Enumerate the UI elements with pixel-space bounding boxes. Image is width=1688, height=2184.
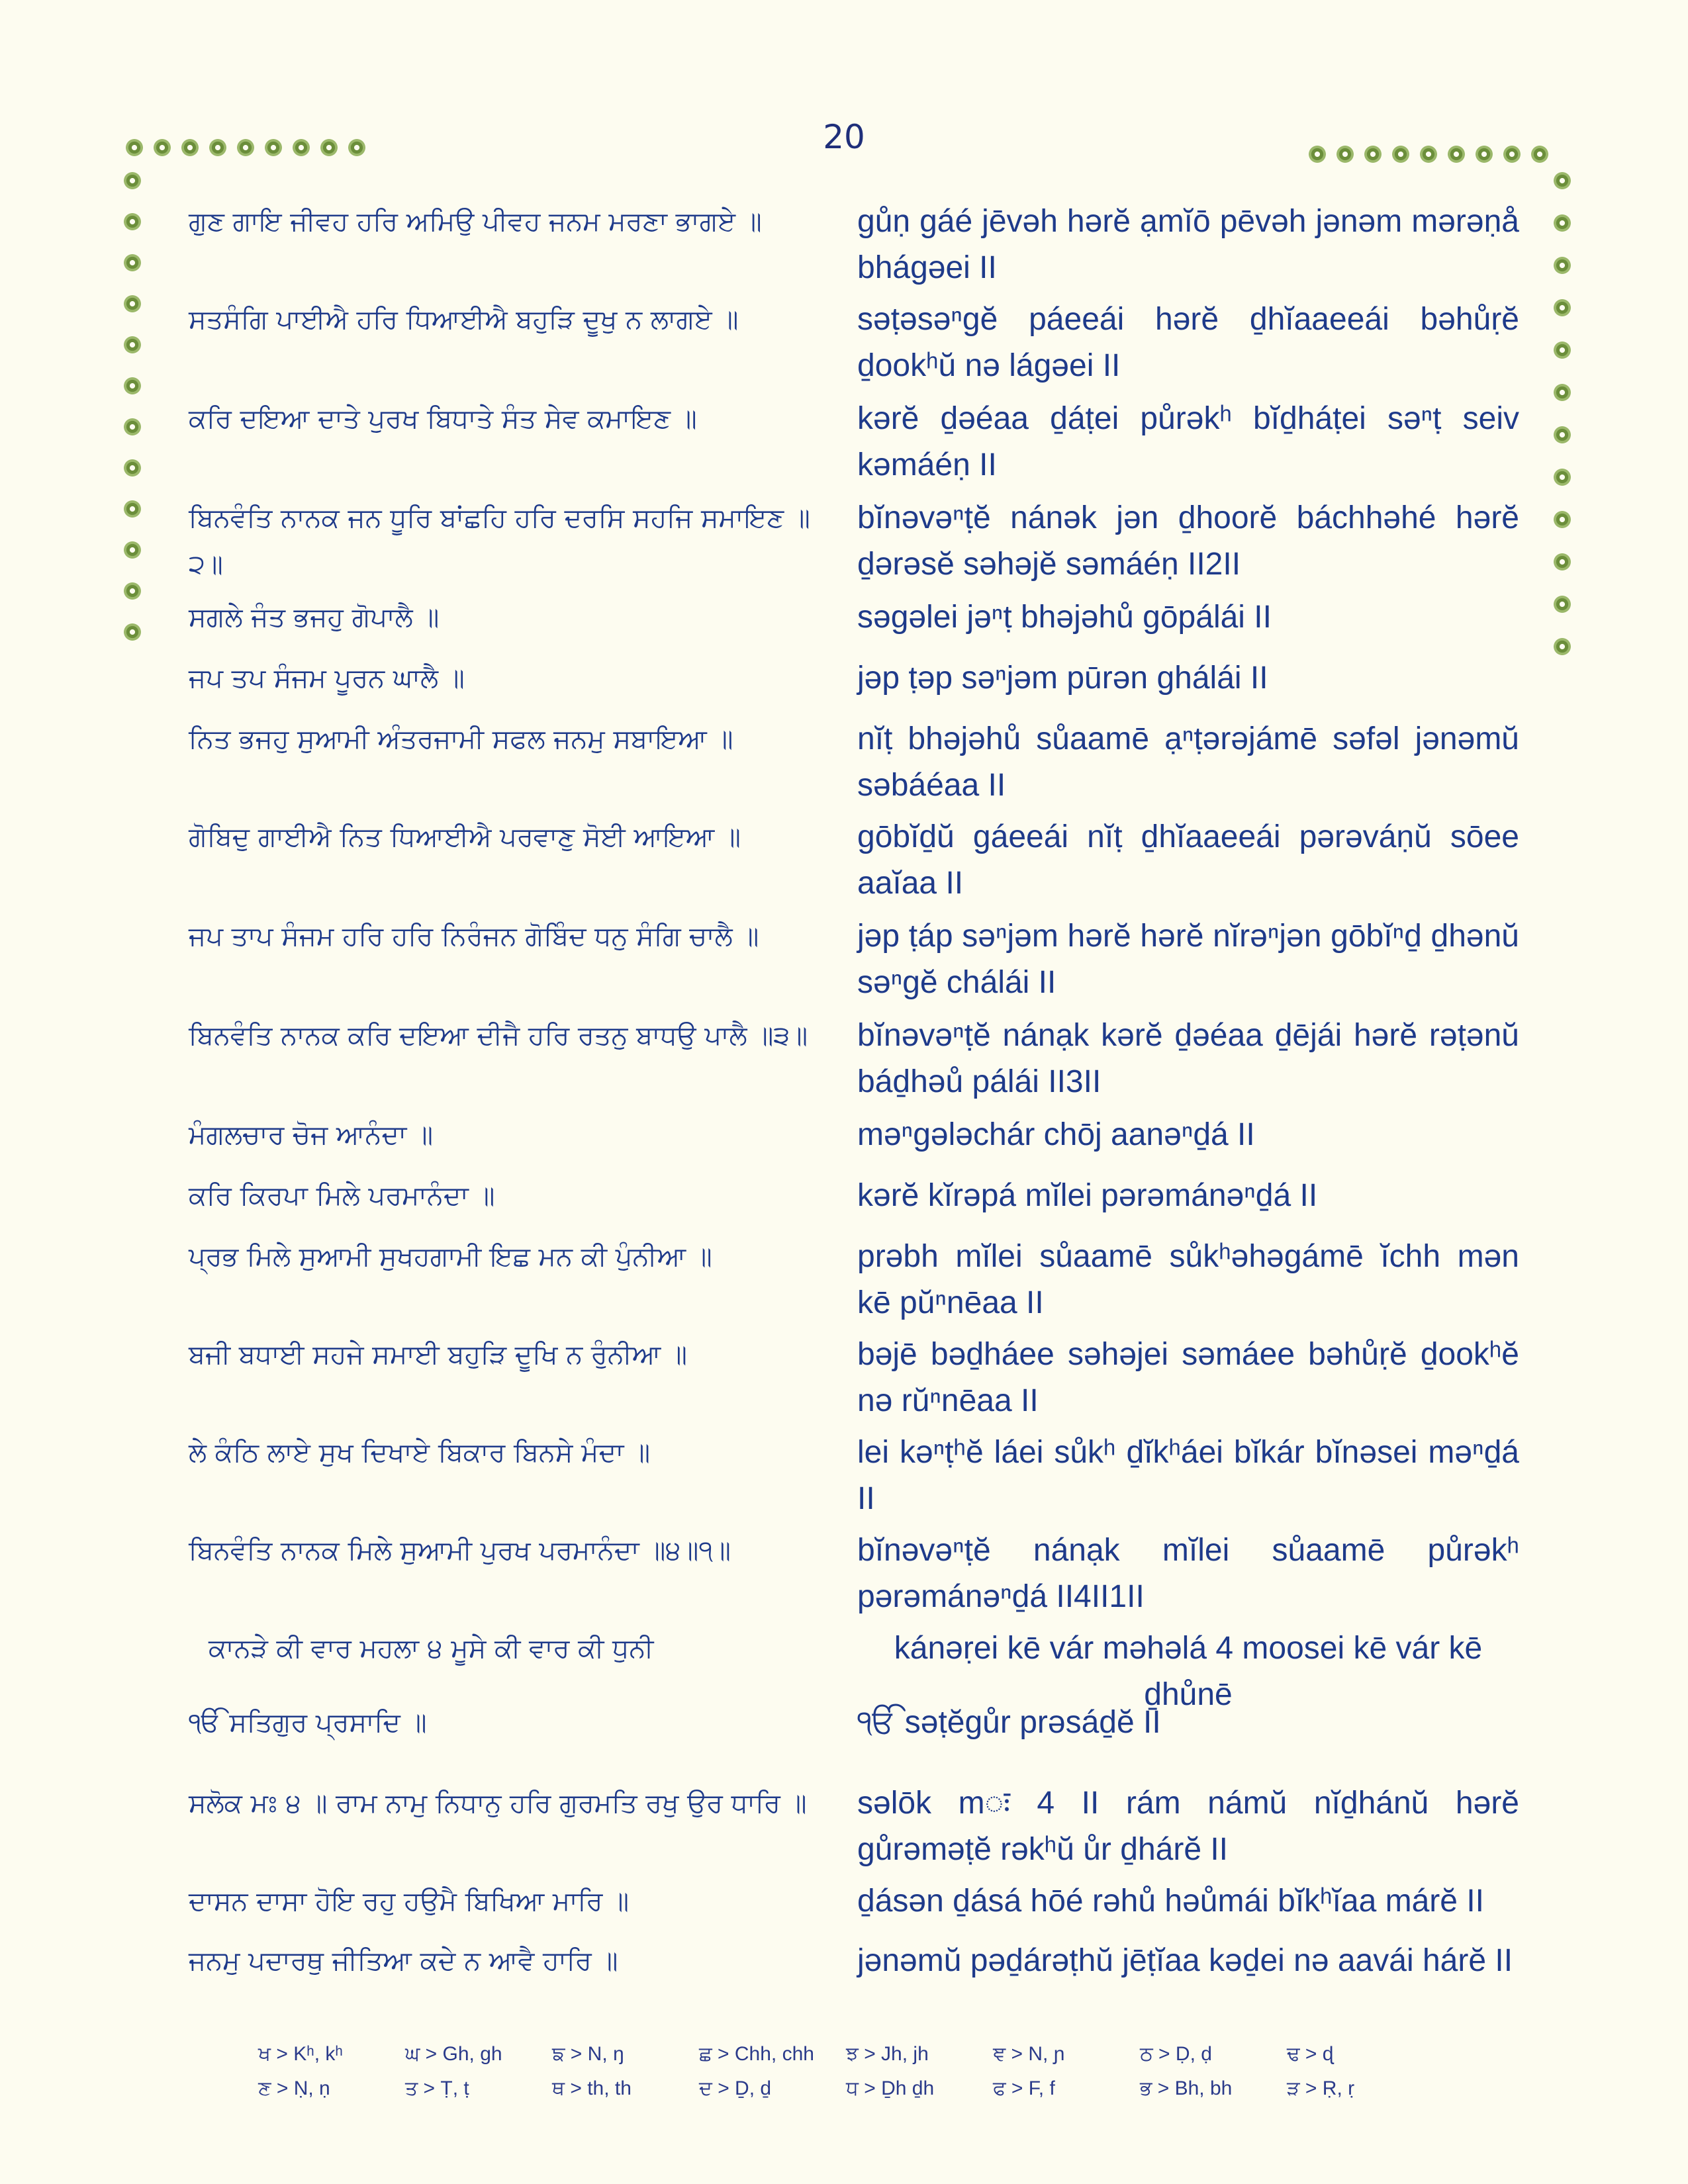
- transliteration-text: bĭnəvəⁿṭĕ nánək jən ḏhoorĕ báchhəhé hərĕ ḏərəsĕ səhəjĕ səmáéṇ II2II: [857, 500, 1519, 582]
- flower-ornament-icon: [122, 581, 142, 601]
- transliteration-text: kərĕ ḏəéaa ḏáṭei půrəkʰ bĭḏháṭei səⁿṭ seiv kəmáéṇ II: [857, 401, 1519, 482]
- transliteration-text: jəp ṭáp səⁿjəm hərĕ hərĕ nĭrəⁿjən gōbĭⁿḏ ḏhənŭ səⁿgĕ chálái II: [857, 919, 1519, 1000]
- gurmukhi-text: ਸਗਲੇ ਜੰਤ ਭਜਹੁ ਗੋਪਾਲੈ ॥: [189, 602, 440, 633]
- gurmukhi-text: ਬਿਨਵੰਤਿ ਨਾਨਕ ਮਿਲੇ ਸੁਆਮੀ ਪੁਰਖ ਪਰਮਾਨੰਦਾ ॥੪॥੧॥: [189, 1535, 731, 1566]
- flower-ornament-icon: [1363, 144, 1383, 164]
- transliteration-text: lei kəⁿṭʰĕ láei sůkʰ ḏĭkʰáei bĭkár bĭnəsei məⁿḏá II: [857, 1435, 1519, 1516]
- flower-ornament-icon: [122, 335, 142, 355]
- flower-ornament-icon: [1552, 637, 1572, 657]
- transliteration-text: səlōk mः 4 II rám námŭ nĭḏhánŭ hərĕ gůrəməṭĕ rəkʰŭ ůr ḏhárĕ II: [857, 1786, 1519, 1867]
- legend-row: [258, 2037, 1450, 2071]
- transliteration-text: kánəṛei kē vár məhəlá 4 moosei kē vár kē ḏhůnē: [894, 1631, 1483, 1712]
- transliteration-text: məⁿgələchár chōj aanəⁿḏá II: [857, 1117, 1255, 1152]
- flower-ornament-icon: [1552, 383, 1572, 402]
- flower-ornament-icon: [1552, 510, 1572, 529]
- gurmukhi-text: ਕਰਿ ਦਇਆ ਦਾਤੇ ਪੁਰਖ ਬਿਧਾਤੇ ਸੰਤ ਸੇਵ ਕਮਾਇਣ ॥: [189, 404, 697, 434]
- verse-row: [189, 1013, 1519, 1112]
- legend-entry: ਝ > Jh, jh: [846, 2043, 929, 2065]
- verse-row: [189, 296, 1519, 396]
- verse-row: [189, 716, 1519, 814]
- transliteration-text: səgəlei jəⁿṭ bhəjəhů gōpálái II: [857, 600, 1272, 635]
- verse-row: [189, 1430, 1519, 1527]
- verse-row: [189, 1878, 1519, 1938]
- verse-row: [189, 913, 1519, 1013]
- flower-ornament-icon: [122, 171, 142, 191]
- flower-ornament-icon: [1307, 144, 1327, 164]
- verse-row: [189, 1780, 1519, 1878]
- verse-list: [189, 199, 1519, 1997]
- legend-entry: ਛ > Chh, chh: [699, 2043, 814, 2065]
- flower-ornament-icon: [122, 458, 142, 478]
- gurmukhi-text: ਬਜੀ ਬਧਾਈ ਸਹਜੇ ਸਮਾਈ ਬਹੁੜਿ ਦੂਖਿ ਨ ਰੁੰਨੀਆ ॥: [189, 1340, 687, 1370]
- legend-entry: ਣ > Ṇ, ṇ: [258, 2077, 330, 2099]
- flower-ornament-icon: [1552, 298, 1572, 318]
- verse-row: [189, 1938, 1519, 1997]
- verse-row: [189, 1173, 1519, 1234]
- verse-row: [189, 1625, 1519, 1712]
- flower-ornament-icon: [1474, 144, 1494, 164]
- legend-row: [258, 2071, 1450, 2106]
- legend-entry: ਠ > Ḍ, ḍ: [1140, 2043, 1212, 2065]
- flower-ornament-icon: [208, 138, 228, 158]
- transliteration-text: səṭəsəⁿgĕ páeeái hərĕ ḏhĭaaeeái bəhůṛĕ ḏookʰŭ nə lágəei II: [857, 302, 1519, 383]
- flower-ornament-icon: [1552, 171, 1572, 191]
- flower-ornament-icon: [1552, 552, 1572, 572]
- flower-ornament-icon: [152, 138, 172, 158]
- gurmukhi-text: ਸਲੋਕ ਮਃ ੪ ॥ ਰਾਮ ਨਾਮੁ ਨਿਧਾਨੁ ਹਰਿ ਗੁਰਮਤਿ ਰਖੁ ਉਰ ਧਾਰਿ ॥: [189, 1788, 807, 1819]
- verse-row: [189, 396, 1519, 495]
- legend-entry: ਖ > Kʰ, kʰ: [258, 2043, 343, 2065]
- verse-row: [189, 1332, 1519, 1430]
- gurmukhi-text: ਸਤਸੰਗਿ ਪਾਈਐ ਹਰਿ ਧਿਆਈਐ ਬਹੁੜਿ ਦੂਖੁ ਨ ਲਾਗਏ ॥: [189, 304, 739, 335]
- verse-row: [189, 655, 1519, 716]
- flower-ornament-icon: [319, 138, 339, 158]
- flower-ornament-icon: [1552, 340, 1572, 360]
- flower-ornament-icon: [347, 138, 367, 158]
- flower-ornament-icon: [263, 138, 283, 158]
- flower-ornament-icon: [1552, 213, 1572, 233]
- flower-ornament-icon: [291, 138, 311, 158]
- gurmukhi-text: ਦਾਸਨ ਦਾਸਾ ਹੋਇ ਰਹੁ ਹਉਮੈ ਬਿਖਿਆ ਮਾਰਿ ॥: [189, 1886, 630, 1917]
- page-number: 20: [823, 118, 865, 156]
- gurmukhi-text: ਗੁਣ ਗਾਇ ਜੀਵਹ ਹਰਿ ਅਮਿਉ ਪੀਵਹ ਜਨਮ ਮਰਣਾ ਭਾਗਏ ॥: [189, 206, 762, 237]
- legend-entry: ਫ > F, f: [993, 2077, 1055, 2099]
- legend-entry: ਤ > Ṭ, ṭ: [405, 2077, 469, 2099]
- flower-ornament-icon: [1419, 144, 1438, 164]
- flower-ornament-icon: [122, 294, 142, 314]
- gurmukhi-text: ਜਪ ਤਪ ਸੰਜਮ ਪੂਰਨ ਘਾਲੈ ॥: [189, 663, 465, 694]
- gurmukhi-text: ਕਰਿ ਕਿਰਪਾ ਮਿਲੇ ਪਰਮਾਨੰਦਾ ॥: [189, 1181, 495, 1211]
- gurmukhi-text: ੴ ਸਤਿਗੁਰ ਪ੍ਰਸਾਦਿ ॥: [189, 1707, 427, 1738]
- gurmukhi-text: ਕਾਨੜੇ ਕੀ ਵਾਰ ਮਹਲਾ ੪ ਮੂਸੇ ਕੀ ਵਾਰ ਕੀ ਧੁਨੀ: [209, 1633, 654, 1664]
- transliteration-text: bəjē bəḏháee səhəjei səmáee bəhůṛĕ ḏookʰĕ nə rŭⁿnēaa II: [857, 1337, 1519, 1418]
- flower-ornament-icon: [1552, 594, 1572, 614]
- legend-entry: ੜ > Ṛ, ṛ: [1287, 2077, 1355, 2099]
- flower-ornament-icon: [1391, 144, 1411, 164]
- gurmukhi-text: ਲੇ ਕੰਠਿ ਲਾਏ ਸੁਖ ਦਿਖਾਏ ਬਿਕਾਰ ਬਿਨਸੇ ਮੰਦਾ ॥: [189, 1437, 651, 1468]
- flower-ornament-icon: [122, 540, 142, 560]
- gurmukhi-text: ਨਿਤ ਭਜਹੁ ਸੁਆਮੀ ਅੰਤਰਜਾਮੀ ਸਫਲ ਜਨਮੁ ਸਬਾਇਆ ॥: [189, 724, 733, 754]
- transliteration-text: bĭnəvəⁿṭĕ nánạk kərĕ ḏəéaa ḏējái hərĕ rəṭənŭ báḏhəů pálái II3II: [857, 1018, 1519, 1099]
- verse-row: [189, 1234, 1519, 1332]
- verse-row: [189, 199, 1519, 296]
- verse-row: [189, 1527, 1519, 1625]
- legend-entry: ਘ > Gh, gh: [405, 2043, 502, 2065]
- verse-row: [189, 1700, 1519, 1780]
- gurmukhi-text: ਜਨਮੁ ਪਦਾਰਥੁ ਜੀਤਿਆ ਕਦੇ ਨ ਆਵੈ ਹਾਰਿ ॥: [189, 1946, 618, 1976]
- transliteration-text: kərĕ kĭrəpá mĭlei pərəmánəⁿḏá II: [857, 1178, 1318, 1213]
- flower-ornament-icon: [1502, 144, 1522, 164]
- verse-row: [189, 594, 1519, 655]
- transliteration-text: nĭṭ bhəjəhů sůaamē ạⁿṭərəjámē səfəl jənəmŭ səbáéaa II: [857, 721, 1519, 803]
- verse-row: [189, 1112, 1519, 1173]
- transliteration-text: ੴ səṭĕgůr prəsáḏĕ II: [857, 1705, 1161, 1740]
- flower-ornament-icon: [1552, 467, 1572, 487]
- transliteration-legend: [258, 2037, 1450, 2106]
- verse-row: [189, 814, 1519, 913]
- legend-entry: ਦ > Ḏ, ḏ: [699, 2077, 772, 2099]
- flower-ornament-icon: [122, 253, 142, 273]
- flower-ornament-icon: [122, 417, 142, 437]
- flower-ornament-icon: [180, 138, 200, 158]
- flower-ornament-icon: [1530, 144, 1550, 164]
- legend-entry: ਥ > th, th: [552, 2077, 632, 2099]
- flower-ornament-icon: [122, 212, 142, 232]
- legend-entry: ਞ > N, ɲ: [993, 2043, 1065, 2065]
- flower-ornament-icon: [236, 138, 256, 158]
- gurmukhi-text: ਗੋਬਿਦੁ ਗਾਈਐ ਨਿਤ ਧਿਆਈਐ ਪਰਵਾਣੁ ਸੋਈ ਆਇਆ ॥: [189, 822, 741, 852]
- legend-entry: ਙ > N, ŋ: [552, 2043, 624, 2065]
- transliteration-text: bĭnəvəⁿṭĕ nánạk mĭlei sůaamē půrəkʰ pərəmánəⁿḏá II4II1II: [857, 1533, 1519, 1614]
- gurmukhi-text: ਬਿਨਵੰਤਿ ਨਾਨਕ ਜਨ ਧੂਰਿ ਬਾਂਛਹਿ ਹਰਿ ਦਰਸਿ ਸਹਜਿ ਸਮਾਇਣ ॥੨॥: [189, 503, 810, 580]
- transliteration-text: gůṇ gáé jēvəh hərĕ ạmĭō pēvəh jənəm mərəṇå bhágəei II: [857, 204, 1519, 285]
- gurmukhi-text: ਮੰਗਲਚਾਰ ਚੋਜ ਆਨੰਦਾ ॥: [189, 1120, 434, 1150]
- transliteration-text: jəp ṭəp səⁿjəm pūrən ghálái II: [857, 660, 1268, 696]
- flower-ornament-icon: [1446, 144, 1466, 164]
- flower-ornament-icon: [122, 622, 142, 642]
- verse-row: [189, 495, 1519, 594]
- flower-ornament-icon: [1335, 144, 1355, 164]
- transliteration-text: ḏásən ḏásá hōé rəhů həůmái bĭkʰĭaa márĕ II: [857, 1884, 1484, 1919]
- flower-ornament-icon: [1552, 425, 1572, 445]
- transliteration-text: gōbĭḏŭ gáeeái nĭṭ ḏhĭaaeeái pərəváṇŭ sōee aaĭaa II: [857, 819, 1519, 901]
- flower-ornament-icon: [124, 138, 144, 158]
- gurmukhi-text: ਬਿਨਵੰਤਿ ਨਾਨਕ ਕਰਿ ਦਇਆ ਦੀਜੈ ਹਰਿ ਰਤਨੁ ਬਾਧਉ ਪਾਲੈ ॥੩॥: [189, 1021, 808, 1051]
- gurmukhi-text: ਜਪ ਤਾਪ ਸੰਜਮ ਹਰਿ ਹਰਿ ਨਿਰੰਜਨ ਗੋਬਿੰਦ ਧਨੁ ਸੰਗਿ ਚਾਲੈ ॥: [189, 921, 759, 952]
- legend-entry: ਢ > ɖ: [1287, 2043, 1334, 2065]
- transliteration-text: prəbh mĭlei sůaamē sůkʰəhəgámē ĭchh mən kē pŭⁿnēaa II: [857, 1239, 1519, 1320]
- flower-ornament-icon: [122, 499, 142, 519]
- transliteration-text: jənəmŭ pəḏárəṭhŭ jēṭĭaa kəḏei nə aavái hárĕ II: [857, 1943, 1513, 1978]
- flower-ornament-icon: [122, 376, 142, 396]
- legend-entry: ਧ > Ḏh ḏh: [846, 2077, 935, 2099]
- gurmukhi-text: ਪ੍ਰਭ ਮਿਲੇ ਸੁਆਮੀ ਸੁਖਹਗਾਮੀ ਇਛ ਮਨ ਕੀ ਪੁੰਨੀਆ ॥: [189, 1242, 712, 1272]
- legend-entry: ਭ > Bh, bh: [1140, 2077, 1233, 2099]
- flower-ornament-icon: [1552, 255, 1572, 275]
